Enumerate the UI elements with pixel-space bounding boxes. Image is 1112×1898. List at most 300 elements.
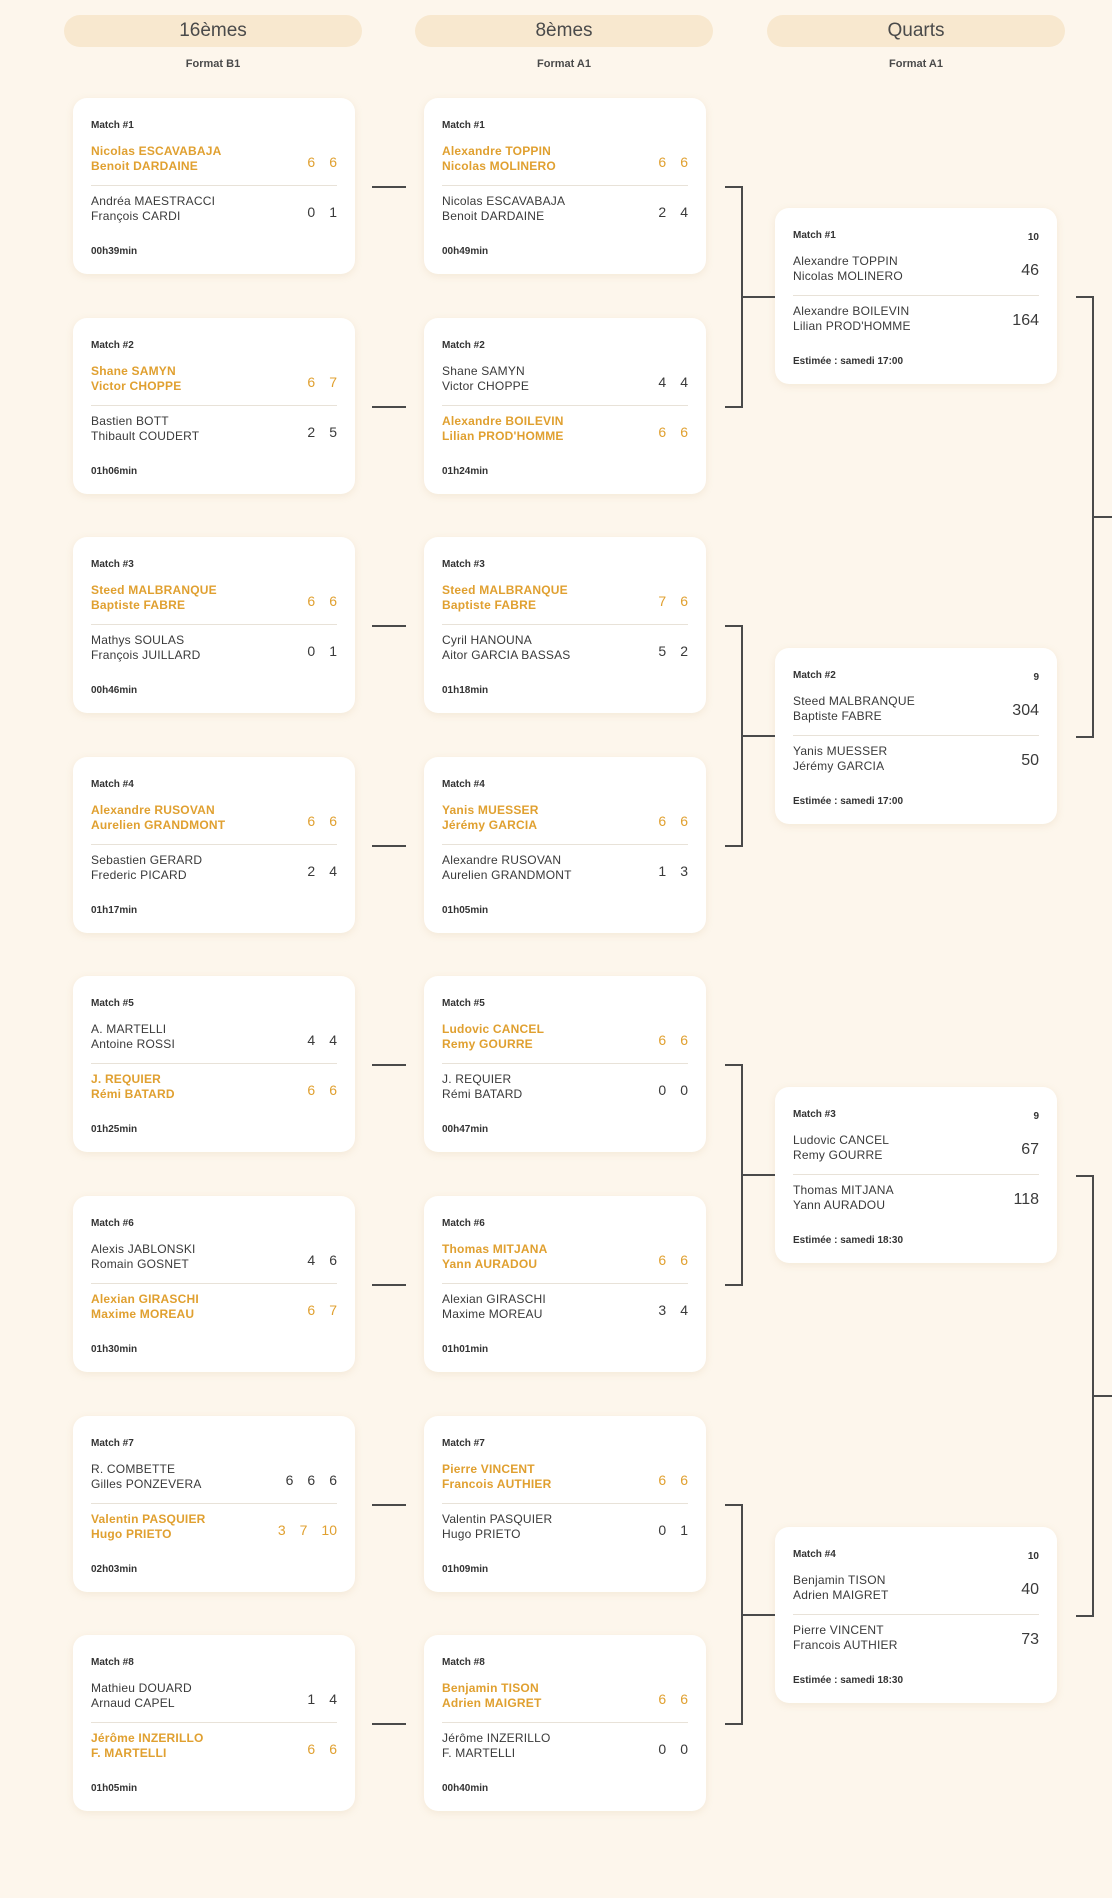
match-title: Match #4 xyxy=(442,779,485,790)
set-score: 7 xyxy=(329,374,337,390)
player-name: Maxime MOREAU xyxy=(442,1307,543,1321)
team-players xyxy=(442,853,572,883)
player-name: Ludovic CANCEL xyxy=(793,1133,890,1147)
match-title: Match #1 xyxy=(442,120,485,131)
team-players xyxy=(91,633,200,663)
team-value: 118 xyxy=(1013,1191,1039,1208)
player-name: Steed MALBRANQUE xyxy=(91,583,217,597)
team-divider xyxy=(442,1722,688,1723)
set-score: 6 xyxy=(680,1252,688,1268)
match-estimate: Estimée : samedi 18:30 xyxy=(793,1675,904,1686)
player-name: Francois AUTHIER xyxy=(442,1477,552,1491)
team-row[interactable] xyxy=(793,694,1039,732)
winner-team-row[interactable] xyxy=(91,583,337,621)
team-players xyxy=(793,1573,889,1603)
r16-match-card[interactable] xyxy=(73,1635,355,1811)
team-row[interactable] xyxy=(793,254,1039,292)
bracket-connector xyxy=(372,186,406,188)
team-players xyxy=(442,194,565,224)
round-format-16emes: Format B1 xyxy=(185,58,241,70)
player-name: Alexandre RUSOVAN xyxy=(91,803,215,817)
team-row[interactable] xyxy=(442,1512,688,1550)
team-players xyxy=(91,1072,175,1102)
r8-match-card[interactable] xyxy=(424,1635,706,1811)
bracket-connector xyxy=(741,1174,775,1176)
bracket-connector xyxy=(725,1504,742,1506)
player-name: Thibault COUDERT xyxy=(91,429,200,443)
set-scores xyxy=(658,1741,688,1757)
team-players xyxy=(442,1462,551,1492)
set-score: 7 xyxy=(658,593,667,609)
team-players xyxy=(91,583,217,613)
team-divider xyxy=(442,1503,688,1504)
r16-match-card[interactable] xyxy=(73,757,355,933)
winner-team-row[interactable] xyxy=(91,803,337,841)
team-row[interactable] xyxy=(442,364,688,402)
team-players xyxy=(442,364,529,394)
player-name: Remy GOURRE xyxy=(793,1148,883,1162)
team-row[interactable] xyxy=(442,194,688,232)
set-scores xyxy=(658,863,688,879)
match-duration: 01h05min xyxy=(442,905,489,916)
team-players xyxy=(793,1623,898,1653)
team-row[interactable] xyxy=(793,744,1039,782)
bracket-connector xyxy=(741,735,775,737)
bracket-connector xyxy=(372,845,406,847)
winner-team-row[interactable] xyxy=(91,1512,337,1550)
winner-team-row[interactable] xyxy=(442,144,688,182)
r8-match-card[interactable] xyxy=(424,1416,706,1592)
bracket-connector xyxy=(741,1614,775,1616)
team-row[interactable] xyxy=(91,1462,337,1500)
match-duration: 00h49min xyxy=(442,246,489,257)
set-score: 6 xyxy=(658,1032,667,1048)
match-duration: 01h25min xyxy=(91,1124,138,1135)
round-header-quarts: Quarts xyxy=(767,15,1065,47)
player-name: Aurelien GRANDMONT xyxy=(91,818,226,832)
team-divider xyxy=(91,405,337,406)
set-score: 5 xyxy=(658,643,667,659)
set-scores xyxy=(658,1472,688,1488)
bracket-connector xyxy=(725,1064,742,1066)
r16-match-card[interactable] xyxy=(73,537,355,713)
player-name: Jérôme INZERILLO xyxy=(442,1731,551,1745)
player-name: Yanis MUESSER xyxy=(442,803,539,817)
team-value: 304 xyxy=(1012,702,1039,719)
team-divider xyxy=(793,735,1039,736)
set-score: 4 xyxy=(658,374,667,390)
player-name: Benoit DARDAINE xyxy=(442,209,545,223)
player-name: Jérémy GARCIA xyxy=(442,818,538,832)
set-scores xyxy=(307,204,337,220)
set-score: 1 xyxy=(329,204,337,220)
set-score: 4 xyxy=(329,1691,337,1707)
winner-team-row[interactable] xyxy=(91,1731,337,1769)
set-scores xyxy=(278,1522,337,1538)
team-row[interactable] xyxy=(442,853,688,891)
team-divider xyxy=(91,844,337,845)
set-scores xyxy=(307,813,337,829)
team-players xyxy=(442,803,539,833)
team-row[interactable] xyxy=(91,1681,337,1719)
set-score: 6 xyxy=(680,424,688,440)
player-name: Benoit DARDAINE xyxy=(91,159,198,173)
winner-team-row[interactable] xyxy=(442,1462,688,1500)
player-name: Frederic PICARD xyxy=(91,868,187,882)
winner-team-row[interactable] xyxy=(91,144,337,182)
team-value: 67 xyxy=(1021,1141,1039,1158)
bracket-connector xyxy=(725,406,742,408)
team-value: 50 xyxy=(1021,752,1039,769)
team-players xyxy=(442,633,571,663)
bracket-connector xyxy=(1092,516,1112,518)
r16-match-card[interactable] xyxy=(73,976,355,1152)
set-score: 0 xyxy=(680,1082,688,1098)
player-name: Baptiste FABRE xyxy=(793,709,882,723)
team-row[interactable] xyxy=(91,1022,337,1060)
set-score: 6 xyxy=(329,1082,337,1098)
match-title: Match #3 xyxy=(91,559,134,570)
team-row[interactable] xyxy=(91,414,337,452)
match-title: Match #3 xyxy=(793,1109,836,1120)
team-players xyxy=(91,1022,175,1052)
quarterfinal-match-card[interactable] xyxy=(775,1087,1057,1263)
player-name: A. MARTELLI xyxy=(91,1022,167,1036)
player-name: Alexis JABLONSKI xyxy=(91,1242,196,1256)
player-name: Shane SAMYN xyxy=(91,364,176,378)
team-players xyxy=(442,1731,551,1761)
bracket-connector xyxy=(725,186,742,188)
quarterfinal-match-card[interactable] xyxy=(775,648,1057,824)
match-title: Match #1 xyxy=(91,120,134,131)
set-scores xyxy=(658,1252,688,1268)
player-name: Nicolas MOLINERO xyxy=(793,269,903,283)
player-name: Steed MALBRANQUE xyxy=(442,583,568,597)
team-divider xyxy=(442,1063,688,1064)
player-name: Gilles PONZEVERA xyxy=(91,1477,202,1491)
set-score: 2 xyxy=(680,643,688,659)
quarterfinal-match-card[interactable] xyxy=(775,208,1057,384)
player-name: Bastien BOTT xyxy=(91,414,169,428)
team-players xyxy=(442,583,568,613)
r16-match-card[interactable] xyxy=(73,1196,355,1372)
set-score: 6 xyxy=(329,813,337,829)
round-format-8emes: Format A1 xyxy=(537,58,591,70)
winner-team-row[interactable] xyxy=(91,364,337,402)
team-row[interactable] xyxy=(793,1573,1039,1611)
match-points: 9 xyxy=(1033,1111,1039,1122)
set-score: 0 xyxy=(307,643,316,659)
team-divider xyxy=(793,1174,1039,1175)
r16-match-card[interactable] xyxy=(73,318,355,494)
player-name: Benjamin TISON xyxy=(793,1573,886,1587)
set-score: 1 xyxy=(307,1691,316,1707)
player-name: Jérôme INZERILLO xyxy=(91,1731,204,1745)
player-name: Adrien MAIGRET xyxy=(793,1588,889,1602)
team-players xyxy=(442,1292,546,1322)
player-name: J. REQUIER xyxy=(442,1072,512,1086)
round-header-8emes: 8èmes xyxy=(415,15,713,47)
r16-match-card[interactable] xyxy=(73,1416,355,1592)
set-score: 10 xyxy=(321,1522,337,1538)
set-score: 6 xyxy=(329,593,337,609)
match-estimate: Estimée : samedi 17:00 xyxy=(793,356,904,367)
team-divider xyxy=(442,1283,688,1284)
set-scores xyxy=(658,593,688,609)
player-name: Alexian GIRASCHI xyxy=(91,1292,199,1306)
set-scores xyxy=(307,1691,337,1707)
player-name: Antoine ROSSI xyxy=(91,1037,175,1051)
player-name: Rémi BATARD xyxy=(442,1087,523,1101)
team-row[interactable] xyxy=(442,1072,688,1110)
player-name: Francois AUTHIER xyxy=(793,1638,898,1652)
player-name: François JUILLARD xyxy=(91,648,201,662)
team-row[interactable] xyxy=(793,304,1039,342)
team-players xyxy=(793,744,887,774)
team-players xyxy=(793,1133,889,1163)
set-scores xyxy=(307,863,337,879)
set-scores xyxy=(286,1472,337,1488)
player-name: J. REQUIER xyxy=(91,1072,162,1086)
r8-match-card[interactable] xyxy=(424,98,706,274)
set-scores xyxy=(307,424,337,440)
bracket-connector xyxy=(372,1504,406,1506)
team-players xyxy=(91,1242,196,1272)
team-divider xyxy=(91,1283,337,1284)
player-name: Alexian GIRASCHI xyxy=(442,1292,546,1306)
bracket-connector xyxy=(372,406,406,408)
match-duration: 00h47min xyxy=(442,1124,489,1135)
player-name: Mathieu DOUARD xyxy=(91,1681,192,1695)
team-row[interactable] xyxy=(91,633,337,671)
bracket-connector xyxy=(725,1723,742,1725)
player-name: Cyril HANOUNA xyxy=(442,633,532,647)
set-score: 7 xyxy=(299,1522,308,1538)
set-score: 2 xyxy=(307,424,316,440)
team-players xyxy=(793,694,915,724)
set-scores xyxy=(307,1032,337,1048)
set-score: 1 xyxy=(680,1522,688,1538)
winner-team-row[interactable] xyxy=(91,1072,337,1110)
match-duration: 00h39min xyxy=(91,246,138,257)
set-score: 4 xyxy=(307,1032,316,1048)
player-name: R. COMBETTE xyxy=(91,1462,176,1476)
player-name: Arnaud CAPEL xyxy=(91,1696,175,1710)
player-name: Nicolas MOLINERO xyxy=(442,159,556,173)
player-name: Nicolas ESCAVABAJA xyxy=(442,194,566,208)
match-duration: 02h03min xyxy=(91,1564,138,1575)
match-title: Match #7 xyxy=(91,1438,134,1449)
player-name: Adrien MAIGRET xyxy=(442,1696,542,1710)
set-score: 6 xyxy=(680,1032,688,1048)
team-players xyxy=(793,254,903,284)
set-scores xyxy=(658,643,688,659)
bracket-connector xyxy=(1092,1395,1112,1397)
match-duration: 01h24min xyxy=(442,466,489,477)
team-players xyxy=(91,803,225,833)
team-row[interactable] xyxy=(91,194,337,232)
set-score: 6 xyxy=(329,1472,337,1488)
set-score: 5 xyxy=(329,424,337,440)
set-score: 4 xyxy=(680,1302,688,1318)
bracket-connector xyxy=(741,296,775,298)
player-name: Yanis MUESSER xyxy=(793,744,888,758)
team-row[interactable] xyxy=(442,633,688,671)
player-name: Mathys SOULAS xyxy=(91,633,185,647)
set-scores xyxy=(658,374,688,390)
bracket-connector xyxy=(725,625,742,627)
set-score: 0 xyxy=(680,1741,688,1757)
player-name: Romain GOSNET xyxy=(91,1257,189,1271)
set-score: 3 xyxy=(680,863,688,879)
team-row[interactable] xyxy=(442,1292,688,1330)
player-name: Alexandre RUSOVAN xyxy=(442,853,562,867)
player-name: Alexandre TOPPIN xyxy=(793,254,898,268)
set-score: 6 xyxy=(680,813,688,829)
bracket-connector xyxy=(372,1723,406,1725)
set-scores xyxy=(658,1082,688,1098)
team-players xyxy=(442,1242,547,1272)
set-score: 6 xyxy=(680,1691,688,1707)
player-name: François CARDI xyxy=(91,209,181,223)
r8-match-card[interactable] xyxy=(424,1196,706,1372)
team-players xyxy=(91,194,215,224)
match-estimate: Estimée : samedi 18:30 xyxy=(793,1235,904,1246)
player-name: Andréa MAESTRACCI xyxy=(91,194,216,208)
r16-match-card[interactable] xyxy=(73,98,355,274)
set-score: 4 xyxy=(680,374,688,390)
set-score: 0 xyxy=(658,1522,667,1538)
player-name: Alexandre BOILEVIN xyxy=(793,304,910,318)
match-duration: 00h46min xyxy=(91,685,138,696)
team-row[interactable] xyxy=(793,1623,1039,1661)
set-scores xyxy=(658,813,688,829)
match-title: Match #4 xyxy=(91,779,134,790)
winner-team-row[interactable] xyxy=(442,1681,688,1719)
set-score: 0 xyxy=(307,204,316,220)
team-players xyxy=(793,304,911,334)
set-scores xyxy=(658,204,688,220)
set-score: 6 xyxy=(307,1741,316,1757)
player-name: Hugo PRIETO xyxy=(442,1527,521,1541)
player-name: Aurelien GRANDMONT xyxy=(442,868,572,882)
match-duration: 01h01min xyxy=(442,1344,489,1355)
player-name: Rémi BATARD xyxy=(91,1087,175,1101)
winner-team-row[interactable] xyxy=(442,414,688,452)
set-score: 6 xyxy=(307,1082,316,1098)
player-name: Maxime MOREAU xyxy=(91,1307,195,1321)
player-name: Lilian PROD'HOMME xyxy=(793,319,911,333)
player-name: F. MARTELLI xyxy=(91,1746,167,1760)
r8-match-card[interactable] xyxy=(424,976,706,1152)
match-title: Match #6 xyxy=(442,1218,485,1229)
player-name: Alexandre TOPPIN xyxy=(442,144,552,158)
player-name: Valentin PASQUIER xyxy=(442,1512,553,1526)
team-divider xyxy=(793,1614,1039,1615)
team-row[interactable] xyxy=(91,853,337,891)
winner-team-row[interactable] xyxy=(442,1242,688,1280)
bracket-connector xyxy=(372,625,406,627)
match-title: Match #8 xyxy=(91,1657,134,1668)
player-name: Ludovic CANCEL xyxy=(442,1022,545,1036)
player-name: Alexandre BOILEVIN xyxy=(442,414,564,428)
player-name: Yann AURADOU xyxy=(442,1257,538,1271)
match-duration: 01h05min xyxy=(91,1783,138,1794)
player-name: Hugo PRIETO xyxy=(91,1527,172,1541)
player-name: Pierre VINCENT xyxy=(442,1462,535,1476)
winner-team-row[interactable] xyxy=(442,583,688,621)
player-name: Benjamin TISON xyxy=(442,1681,539,1695)
round-header-16emes: 16èmes xyxy=(64,15,362,47)
set-scores xyxy=(658,424,688,440)
set-scores xyxy=(307,1082,337,1098)
team-players xyxy=(793,1183,894,1213)
player-name: Victor CHOPPE xyxy=(442,379,530,393)
team-players xyxy=(91,1731,204,1761)
set-score: 2 xyxy=(307,863,316,879)
player-name: F. MARTELLI xyxy=(442,1746,516,1760)
team-divider xyxy=(793,295,1039,296)
match-points: 10 xyxy=(1027,232,1039,243)
match-title: Match #4 xyxy=(793,1549,836,1560)
winner-team-row[interactable] xyxy=(442,803,688,841)
team-row[interactable] xyxy=(793,1133,1039,1171)
set-scores xyxy=(307,593,337,609)
player-name: Shane SAMYN xyxy=(442,364,525,378)
match-title: Match #5 xyxy=(442,998,485,1009)
match-title: Match #8 xyxy=(442,1657,485,1668)
player-name: Nicolas ESCAVABAJA xyxy=(91,144,222,158)
set-score: 3 xyxy=(658,1302,667,1318)
team-value: 73 xyxy=(1021,1631,1039,1648)
set-score: 6 xyxy=(658,813,667,829)
winner-team-row[interactable] xyxy=(442,1022,688,1060)
bracket-connector xyxy=(372,1284,406,1286)
team-row[interactable] xyxy=(91,1242,337,1280)
set-scores xyxy=(658,1522,688,1538)
match-title: Match #5 xyxy=(91,998,134,1009)
set-score: 6 xyxy=(307,593,316,609)
set-score: 6 xyxy=(680,1472,688,1488)
winner-team-row[interactable] xyxy=(91,1292,337,1330)
team-players xyxy=(91,144,222,174)
match-title: Match #1 xyxy=(793,230,836,241)
player-name: Jérémy GARCIA xyxy=(793,759,885,773)
player-name: Lilian PROD'HOMME xyxy=(442,429,564,443)
team-value: 40 xyxy=(1021,1581,1039,1598)
team-row[interactable] xyxy=(793,1183,1039,1221)
r8-match-card[interactable] xyxy=(424,537,706,713)
set-score: 6 xyxy=(307,1472,316,1488)
team-divider xyxy=(91,185,337,186)
quarterfinal-match-card[interactable] xyxy=(775,1527,1057,1703)
team-players xyxy=(91,1462,202,1492)
set-score: 6 xyxy=(658,1252,667,1268)
set-scores xyxy=(307,643,337,659)
r8-match-card[interactable] xyxy=(424,757,706,933)
team-row[interactable] xyxy=(442,1731,688,1769)
set-score: 6 xyxy=(307,154,316,170)
team-value: 46 xyxy=(1021,262,1039,279)
r8-match-card[interactable] xyxy=(424,318,706,494)
set-scores xyxy=(658,1302,688,1318)
set-score: 4 xyxy=(680,204,688,220)
player-name: Sebastien GERARD xyxy=(91,853,203,867)
team-players xyxy=(91,1292,199,1322)
team-divider xyxy=(442,624,688,625)
match-points: 9 xyxy=(1033,672,1039,683)
set-scores xyxy=(307,1302,337,1318)
